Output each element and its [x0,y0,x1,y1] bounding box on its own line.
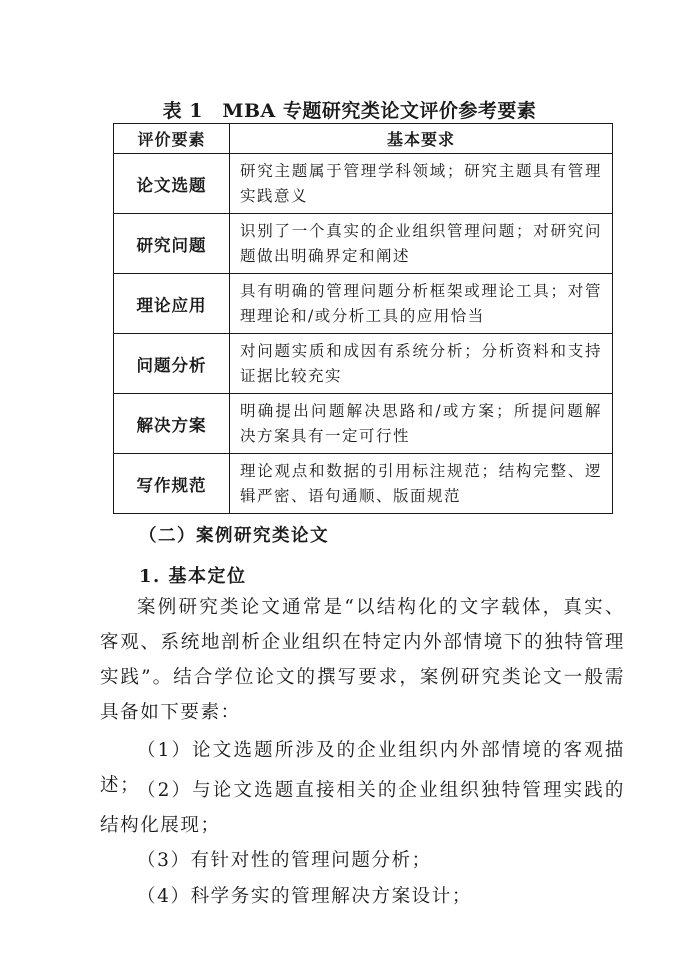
list-item: （2）与论文选题直接相关的企业组织独特管理实践的结构化展现； [100,780,625,836]
table-header-row [114,124,613,154]
table-row [114,274,613,334]
element-cell: 论文选题 [114,154,230,214]
requirement-cell: 对问题实质和成因有系统分析；分析资料和支持证据比较充实 [230,334,613,394]
evaluation-criteria-table [113,123,613,514]
intro-paragraph: 案例研究类论文通常是“以结构化的文字载体，真实、客观、系统地剖析企业组织在特定内外部情境下的独特管理实践”。结合学位论文的撰写要求，案例研究类论文一般需具备如下要素： [100,597,625,723]
table-row [114,394,613,454]
requirement-cell: 研究主题属于管理学科领域；研究主题具有管理实践意义 [230,154,613,214]
table-caption: 表 1 MBA 专题研究类论文评价参考要素 [162,100,537,122]
table-row [114,214,613,274]
element-cell: 写作规范 [114,454,230,514]
requirement-cell: 明确提出问题解决思路和/或方案；所提问题解决方案具有一定可行性 [230,394,613,454]
list-item: （1）论文选题所涉及的企业组织内外部情境的客观描述； [100,740,625,796]
header-requirement: 基本要求 [230,124,613,154]
requirement-cell: 具有明确的管理问题分析框架或理论工具；对管理理论和/或分析工具的应用恰当 [230,274,613,334]
table-row [114,454,613,514]
sub-heading: 1. 基本定位 [139,566,247,587]
list-item: （4）科学务实的管理解决方案设计； [137,886,472,907]
element-cell: 问题分析 [114,334,230,394]
requirement-cell: 识别了一个真实的企业组织管理问题；对研究问题做出明确界定和阐述 [230,214,613,274]
header-element: 评价要素 [114,124,230,154]
table-row [114,154,613,214]
section-heading: （二）案例研究类论文 [139,526,329,546]
element-cell: 解决方案 [114,394,230,454]
element-cell: 理论应用 [114,274,230,334]
list-item: （3）有针对性的管理问题分析； [137,850,432,871]
requirement-cell: 理论观点和数据的引用标注规范；结构完整、逻辑严密、语句通顺、版面规范 [230,454,613,514]
table-row [114,334,613,394]
element-cell: 研究问题 [114,214,230,274]
